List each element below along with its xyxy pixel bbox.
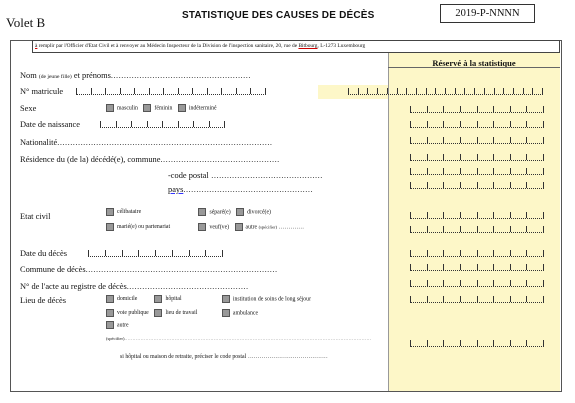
comb-tick [427, 264, 428, 270]
comb-tick [367, 88, 368, 94]
comb-tick [163, 88, 164, 94]
lieu-specifier: (spécifier) [106, 336, 125, 341]
comb-tick [88, 250, 89, 256]
comb-tick [116, 121, 117, 127]
comb-tick [526, 154, 527, 160]
comb-tick [493, 168, 494, 174]
comb-tick [526, 264, 527, 270]
comb-tick [443, 250, 444, 256]
volet-label: Volet B [6, 15, 46, 30]
lieu-autre-row [106, 321, 129, 329]
statistics-entry-box[interactable] [410, 168, 544, 175]
comb-tick [477, 296, 478, 302]
lieu-checkbox-autre[interactable] [106, 321, 114, 329]
comb-tick [493, 121, 494, 127]
comb-tick [410, 296, 411, 302]
comb-tick [138, 250, 139, 256]
comb-tick [427, 137, 428, 143]
comb-tick [526, 340, 527, 346]
comb-tick [410, 250, 411, 256]
form-code: 2019-P-NNNN [440, 4, 535, 23]
comb-tick [532, 88, 533, 94]
instruction-prefix: à [35, 43, 38, 49]
comb-tick [358, 88, 359, 94]
comb-tick [100, 121, 101, 127]
lieu-row2 [106, 309, 258, 317]
comb-tick [427, 280, 428, 286]
comb-tick [443, 340, 444, 346]
comb-tick [427, 168, 428, 174]
hopital-note-field[interactable] [120, 354, 328, 360]
comb-tick [410, 280, 411, 286]
sexe-checkbox-masculin[interactable] [106, 104, 114, 112]
code-postal-dots: ........................................... [208, 171, 323, 180]
comb-tick [91, 88, 92, 94]
comb-tick [427, 226, 428, 232]
comb-tick [543, 280, 544, 286]
comb-tick [526, 280, 527, 286]
code-postal-label: -code postal [168, 171, 209, 180]
statistics-entry-box[interactable] [410, 340, 544, 347]
acte-label: N° de l'acte au registre de décès [20, 282, 127, 291]
comb-tick [526, 182, 527, 188]
nationalite-dots: ................................................................................... [57, 138, 273, 147]
comb-tick [493, 154, 494, 160]
comb-tick [222, 250, 223, 256]
comb-tick [510, 264, 511, 270]
comb-tick [250, 88, 251, 94]
comb-tick [460, 250, 461, 256]
comb-tick [526, 296, 527, 302]
lieu-option-ambulance: ambulance [232, 310, 259, 317]
commune-deces-label: Commune de décès [20, 265, 86, 274]
lieu-specifier-field[interactable] [106, 336, 372, 341]
comb-tick [427, 154, 428, 160]
comb-tick [122, 250, 123, 256]
lieu-option-institution: institution de soins de long séjour [232, 296, 312, 303]
comb-tick [477, 154, 478, 160]
sexe-options [106, 104, 217, 112]
etat-checkbox-autre[interactable] [235, 223, 243, 231]
comb-tick [410, 154, 411, 160]
comb-tick [147, 121, 148, 127]
comb-tick [477, 168, 478, 174]
commune-deces-dots: .......................................................................... [85, 265, 278, 274]
sexe-option-masculin: masculin [117, 105, 138, 112]
comb-tick [543, 340, 544, 346]
comb-tick [477, 182, 478, 188]
etat-option-marie: marié(e) ou partenariat [117, 224, 171, 231]
comb-tick [224, 121, 225, 127]
lieu-checkbox-hopital[interactable] [154, 295, 162, 303]
comb-tick [410, 226, 411, 232]
comb-tick [445, 88, 446, 94]
sexe-checkbox-indetermine[interactable] [178, 104, 186, 112]
comb-tick [526, 137, 527, 143]
lieu-label: Lieu de décès [20, 296, 67, 305]
sexe-label: Sexe [20, 104, 37, 113]
comb-tick [493, 182, 494, 188]
code-postal-field[interactable] [168, 171, 323, 180]
comb-tick [460, 212, 461, 218]
lieu-specifier-dots: ........................................................................................................................................................ [124, 336, 372, 341]
comb-tick [397, 88, 398, 94]
comb-tick [460, 296, 461, 302]
statistics-entry-box[interactable] [410, 121, 544, 128]
acte-dots: ............................................... [126, 282, 249, 291]
comb-tick [410, 121, 411, 127]
comb-tick [410, 264, 411, 270]
comb-tick [477, 226, 478, 232]
nom-field[interactable] [20, 71, 251, 80]
etat-specifier: (spécifier) [258, 224, 278, 230]
statistics-entry-box[interactable] [410, 154, 544, 161]
statistics-entry-box[interactable] [410, 137, 544, 144]
lieu-checkbox-voie-publique[interactable] [106, 309, 114, 317]
comb-tick [155, 250, 156, 256]
comb-tick [510, 340, 511, 346]
comb-tick [443, 168, 444, 174]
hopital-note-dots: ......................................... [246, 354, 329, 360]
comb-tick [460, 340, 461, 346]
comb-tick [427, 212, 428, 218]
lieu-checkbox-institution[interactable] [222, 295, 230, 303]
comb-tick [76, 88, 77, 94]
comb-tick [543, 226, 544, 232]
comb-tick [526, 226, 527, 232]
comb-tick [443, 137, 444, 143]
commune-deces-field[interactable] [20, 265, 278, 274]
comb-tick [493, 340, 494, 346]
statistics-entry-box[interactable] [410, 264, 544, 271]
residence-field[interactable] [20, 155, 280, 164]
comb-tick [526, 106, 527, 112]
comb-tick [510, 182, 511, 188]
comb-tick [460, 280, 461, 286]
lieu-row1 [106, 295, 311, 303]
comb-tick [493, 250, 494, 256]
comb-tick [427, 121, 428, 127]
matricule-comb[interactable] [76, 88, 266, 95]
comb-tick [503, 88, 504, 94]
comb-tick [410, 182, 411, 188]
comb-tick [221, 88, 222, 94]
comb-tick [410, 137, 411, 143]
comb-tick [435, 88, 436, 94]
comb-tick [416, 88, 417, 94]
comb-tick [443, 154, 444, 160]
comb-tick [443, 226, 444, 232]
comb-tick [477, 121, 478, 127]
nom-dots: ...................................................... [110, 71, 251, 80]
nom-hint: (de jeune fille) [38, 74, 72, 80]
comb-tick [526, 250, 527, 256]
comb-tick [410, 168, 411, 174]
sexe-checkbox-feminin[interactable] [143, 104, 151, 112]
instruction-suffix: , L-1273 Luxembourg [317, 43, 366, 49]
comb-tick [406, 88, 407, 94]
statistics-header: Réservé à la statistique [432, 58, 516, 68]
comb-tick [523, 88, 524, 94]
comb-tick [426, 88, 427, 94]
comb-tick [477, 106, 478, 112]
acte-field[interactable] [20, 282, 249, 291]
comb-tick [493, 264, 494, 270]
comb-tick [387, 88, 388, 94]
etat-option-separe: séparé(e) [209, 209, 231, 216]
lieu-option-hopital: hôpital [165, 296, 182, 303]
sexe-option-indetermine: indéterminé [188, 105, 217, 112]
comb-tick [443, 106, 444, 112]
comb-tick [460, 168, 461, 174]
comb-tick [410, 340, 411, 346]
comb-tick [510, 106, 511, 112]
lieu-option-lieu-travail: lieu de travail [165, 310, 198, 317]
comb-tick [443, 182, 444, 188]
comb-tick [377, 88, 378, 94]
page-title: STATISTIQUE DES CAUSES DE DÉCÈS [182, 10, 375, 21]
comb-tick [443, 280, 444, 286]
comb-tick [205, 250, 206, 256]
comb-tick [493, 212, 494, 218]
comb-tick [427, 106, 428, 112]
comb-tick [474, 88, 475, 94]
comb-tick [443, 296, 444, 302]
pays-dots: .................................................. [183, 185, 314, 194]
comb-tick [427, 296, 428, 302]
comb-tick [510, 226, 511, 232]
naissance-label: Date de naissance [20, 120, 80, 129]
etat-options-row2 [106, 223, 304, 231]
etat-option-celibataire: célibataire [117, 209, 142, 216]
comb-tick [460, 154, 461, 160]
comb-tick [427, 182, 428, 188]
lieu-option-domicile: domicile [117, 296, 138, 303]
comb-tick [193, 121, 194, 127]
comb-tick [510, 280, 511, 286]
comb-tick [477, 137, 478, 143]
comb-tick [443, 121, 444, 127]
comb-tick [477, 264, 478, 270]
comb-tick [120, 88, 121, 94]
comb-tick [105, 88, 106, 94]
nom-suffix: et prénoms [73, 71, 111, 80]
comb-tick [172, 250, 173, 256]
comb-tick [543, 212, 544, 218]
hopital-note: si hôpital ou maison de retraite, préciser le code postal [120, 354, 247, 360]
date-deces-label: Date du décès [20, 249, 67, 258]
comb-tick [427, 340, 428, 346]
comb-tick [178, 88, 179, 94]
comb-tick [209, 121, 210, 127]
etat-options-row1 [106, 208, 271, 216]
etat-checkbox-marie[interactable] [106, 223, 114, 231]
lieu-option-voie-publique: voie publique [117, 310, 149, 317]
etat-checkbox-veuf[interactable] [198, 223, 206, 231]
comb-tick [455, 88, 456, 94]
instruction-text: remplir par l'Officier d'Etat Civil et à renvoyer au Médecin Inspecteur de la Division de l'inspection sanitaire, 20, rue de [37, 43, 299, 49]
statistics-entry-box[interactable] [410, 280, 544, 287]
comb-tick [493, 226, 494, 232]
etat-civil-label: Etat civil [20, 212, 51, 221]
comb-tick [493, 280, 494, 286]
comb-tick [543, 168, 544, 174]
statistics-entry-box[interactable] [410, 182, 544, 189]
etat-checkbox-separe[interactable] [198, 208, 206, 216]
etat-dots: ............. [277, 224, 305, 231]
statistics-entry-box[interactable] [410, 250, 544, 257]
comb-tick [543, 137, 544, 143]
comb-tick [543, 182, 544, 188]
residence-dots: .............................................. [160, 155, 280, 164]
comb-tick [543, 154, 544, 160]
comb-tick [510, 121, 511, 127]
comb-tick [477, 280, 478, 286]
comb-tick [526, 168, 527, 174]
lieu-option-autre: autre [117, 322, 129, 329]
comb-tick [460, 106, 461, 112]
comb-tick [460, 182, 461, 188]
comb-tick [460, 264, 461, 270]
residence-label: Résidence du (de la) décédé(e), commune [20, 155, 161, 164]
comb-tick [513, 88, 514, 94]
etat-option-autre: autre [245, 224, 258, 231]
comb-tick [477, 250, 478, 256]
comb-tick [543, 106, 544, 112]
instruction-street: Bitbourg [298, 43, 318, 49]
instruction-banner [32, 40, 560, 53]
comb-tick [265, 88, 266, 94]
comb-tick [543, 250, 544, 256]
comb-tick [178, 121, 179, 127]
comb-tick [149, 88, 150, 94]
comb-tick [543, 296, 544, 302]
comb-tick [493, 106, 494, 112]
lieu-checkbox-ambulance[interactable] [222, 309, 230, 317]
etat-checkbox-celibataire[interactable] [106, 208, 114, 216]
comb-tick [236, 88, 237, 94]
comb-tick [192, 88, 193, 94]
comb-tick [494, 88, 495, 94]
comb-tick [443, 212, 444, 218]
comb-tick [348, 88, 349, 94]
comb-tick [510, 137, 511, 143]
comb-tick [189, 250, 190, 256]
comb-tick [526, 121, 527, 127]
pays-field[interactable] [168, 185, 313, 194]
statistics-entry-box[interactable] [410, 106, 544, 113]
statistics-entry-box[interactable] [410, 296, 544, 303]
comb-tick [493, 137, 494, 143]
lieu-checkbox-lieu-travail[interactable] [154, 309, 162, 317]
comb-tick [427, 250, 428, 256]
comb-tick [410, 106, 411, 112]
comb-tick [543, 121, 544, 127]
comb-tick [493, 296, 494, 302]
comb-tick [542, 88, 543, 94]
comb-tick [510, 212, 511, 218]
comb-tick [207, 88, 208, 94]
matricule-label: N° matricule [20, 87, 64, 96]
comb-tick [105, 250, 106, 256]
comb-tick [543, 264, 544, 270]
comb-tick [131, 121, 132, 127]
comb-tick [510, 296, 511, 302]
sexe-option-feminin: féminin [154, 105, 173, 112]
comb-tick [460, 137, 461, 143]
comb-tick [526, 212, 527, 218]
lieu-checkbox-domicile[interactable] [106, 295, 114, 303]
statistics-entry-box[interactable] [348, 88, 543, 95]
comb-tick [477, 212, 478, 218]
comb-tick [484, 88, 485, 94]
naissance-comb[interactable] [100, 121, 225, 128]
etat-option-divorce: divorcé(e) [247, 209, 271, 216]
comb-tick [510, 168, 511, 174]
comb-tick [510, 154, 511, 160]
statistics-entry-box[interactable] [410, 212, 544, 219]
nationalite-field[interactable] [20, 138, 273, 147]
etat-option-veuf: veuf(ve) [209, 224, 230, 231]
comb-tick [410, 212, 411, 218]
comb-tick [443, 264, 444, 270]
comb-tick [510, 250, 511, 256]
nom-label: Nom [20, 71, 37, 80]
comb-tick [162, 121, 163, 127]
comb-tick [460, 121, 461, 127]
comb-tick [134, 88, 135, 94]
etat-checkbox-divorce[interactable] [236, 208, 244, 216]
pays-label: pays [168, 185, 184, 194]
nationalite-label: Nationalité [20, 138, 58, 147]
comb-tick [477, 340, 478, 346]
date-deces-comb[interactable] [88, 250, 223, 257]
comb-tick [464, 88, 465, 94]
comb-tick [460, 226, 461, 232]
statistics-entry-box[interactable] [410, 226, 544, 233]
statistics-header-divider [388, 67, 560, 68]
